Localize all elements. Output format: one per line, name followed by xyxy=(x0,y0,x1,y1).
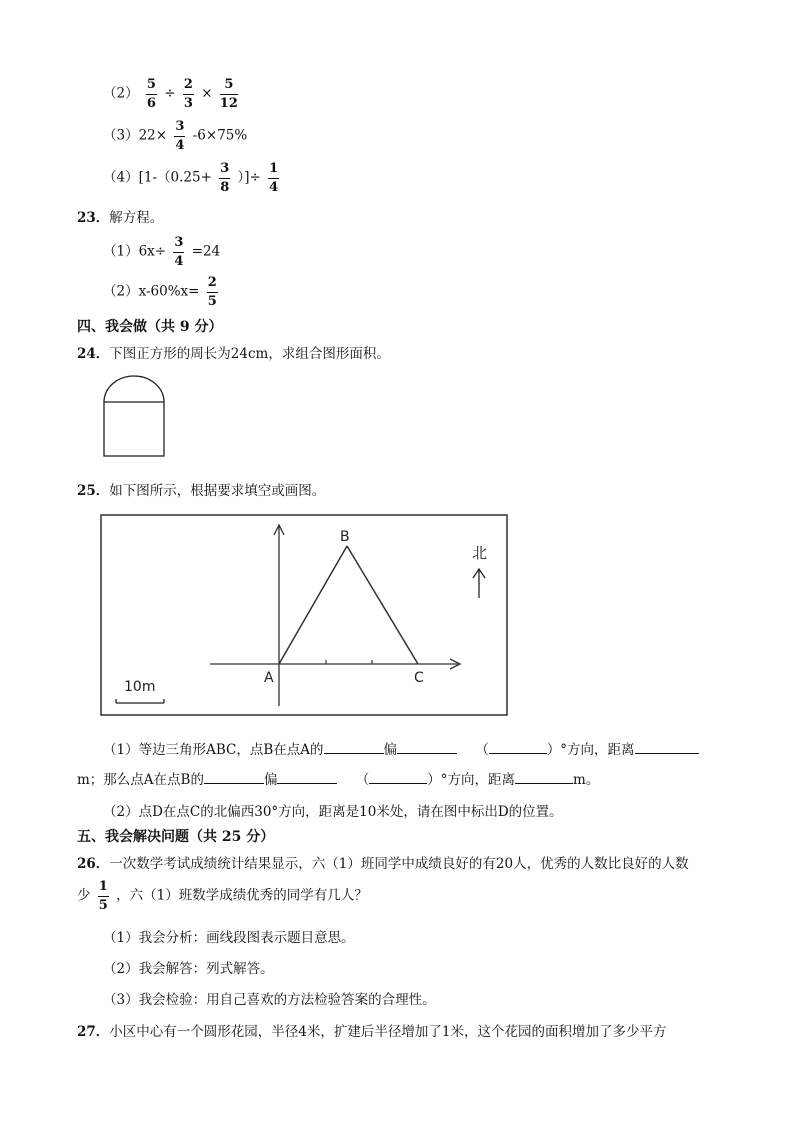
section-4-title: 四、我会做（共 9 分） xyxy=(77,319,223,335)
q25-sub2: （2）点D在点C的北偏西30°方向，距离是10米处，请在图中标出D的位置。 xyxy=(103,804,563,820)
fraction: $\frac{2}{3}$ xyxy=(183,77,193,111)
answer-blank[interactable] xyxy=(489,741,547,754)
question-24: 24．下图正方形的周长为24cm，求组合图形面积。 xyxy=(77,346,390,362)
q26-sub1: （1）我会分析：画线段图表示题目意思。 xyxy=(103,930,355,946)
q26-sub2: （2）我会解答：列式解答。 xyxy=(103,961,274,977)
fraction: $\frac{3}{8}$ xyxy=(220,161,230,195)
fraction: $\frac{5}{6}$ xyxy=(146,77,156,111)
question-26-cont: 少 $\frac{1}{5}$ ，六（1）班数学成绩优秀的同学有几人？ xyxy=(77,879,368,913)
fraction: $\frac{3}{4}$ xyxy=(174,235,184,269)
square-shape xyxy=(104,402,164,456)
scale-label: 10m xyxy=(124,679,156,695)
triangle-side-ab xyxy=(279,546,347,664)
question-27: 27．小区中心有一个圆形花园，半径4米，扩建后半径增加了1米，这个花园的面积增加了多少平方 xyxy=(77,1024,667,1040)
point-b-label: B xyxy=(340,529,350,545)
answer-blank[interactable] xyxy=(204,771,264,784)
answer-blank[interactable] xyxy=(635,741,699,754)
square-semicircle-figure xyxy=(100,372,170,460)
answer-blank[interactable] xyxy=(515,771,573,784)
answer-blank[interactable] xyxy=(277,771,337,784)
fraction: $\frac{5}{12}$ xyxy=(219,77,238,111)
triangle-side-bc xyxy=(347,546,418,664)
answer-blank[interactable] xyxy=(324,741,384,754)
section-5-title: 五、我会解决问题（共 25 分） xyxy=(77,829,275,845)
calc-item-2: （2） $\frac{5}{6}$ ÷ $\frac{2}{3}$ × $\frac{5}{12}$ xyxy=(103,77,238,111)
diagram-frame xyxy=(101,515,507,715)
question-26: 26．一次数学考试成绩统计结果显示，六（1）班同学中成绩良好的有20人，优秀的人数比良好的人数 xyxy=(77,856,689,872)
fraction: $\frac{2}{5}$ xyxy=(207,275,217,309)
semicircle-arc xyxy=(104,376,164,402)
fraction: $\frac{3}{4}$ xyxy=(175,119,185,153)
fraction: $\frac{1}{5}$ xyxy=(98,879,108,913)
point-c-label: C xyxy=(414,670,424,686)
q25-sub1-line1: （1）等边三角形ABC，点B在点A的 偏 （ ）°方向，距离 xyxy=(103,738,699,758)
north-label: 北 xyxy=(472,544,488,562)
answer-blank[interactable] xyxy=(397,741,457,754)
q25-sub1-line2: m；那么点A在点B的 偏 （ ）°方向，距离 m。 xyxy=(77,772,600,788)
question-25: 25．如下图所示，根据要求填空或画图。 xyxy=(77,483,326,499)
point-a-label: A xyxy=(264,670,274,686)
equation-2: （2）x-60%x= $\frac{2}{5}$ xyxy=(103,275,217,309)
calc-item-4: （4）[1-（0.25+ $\frac{3}{8}$ ）]÷ $\frac{1}{4}$ xyxy=(103,161,279,195)
answer-blank[interactable] xyxy=(369,771,427,784)
calc-item-3: （3）22× $\frac{3}{4}$ -6×75% xyxy=(103,119,248,153)
equation-1: （1）6x÷ $\frac{3}{4}$ =24 xyxy=(103,235,221,269)
direction-diagram xyxy=(100,514,510,718)
q26-sub3: （3）我会检验：用自己喜欢的方法检验答案的合理性。 xyxy=(103,992,436,1008)
question-23: 23．解方程。 xyxy=(77,210,164,226)
fraction: $\frac{1}{4}$ xyxy=(269,161,279,195)
